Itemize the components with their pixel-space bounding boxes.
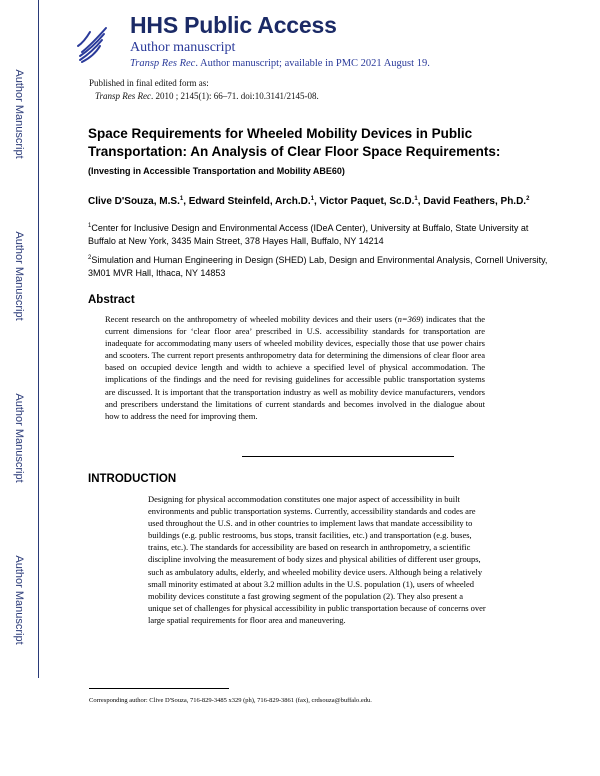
- footnote-divider: [89, 688, 229, 689]
- abstract-heading: Abstract: [88, 294, 135, 306]
- introduction-heading: INTRODUCTION: [88, 473, 177, 485]
- published-form-info: Published in final edited form as: Transp Res Rec. 2010 ; 2145(1): 66–71. doi:10.3141/2145-08.: [89, 78, 319, 101]
- hhs-eagle-logo-icon: [76, 22, 110, 64]
- hhs-public-access-title: HHS Public Access: [130, 12, 337, 38]
- side-label-author-manuscript: Author Manuscript: [13, 393, 25, 483]
- side-label-author-manuscript: Author Manuscript: [13, 555, 25, 645]
- side-label-author-manuscript: Author Manuscript: [13, 69, 25, 159]
- abstract-divider: [242, 456, 454, 457]
- author-name: Edward Steinfeld, Arch.D.: [188, 196, 311, 207]
- introduction-text: Designing for physical accommodation constitutes one major aspect of accessibility in built environments and public transportation systems. Currently, accessibility standards and codes are used throughout the U.S. and in other countries to implement laws that mandate accessibility to buildings (e.g. public restrooms, bus stops, transit facilities, etc.) and transportation (e.g. buses, trains, etc.). The standards for accessibility are based on research in anthropometry, a scientific discipline involving the measurement of body sizes and physical abilities of different user groups, such as ambulatory adults, elderly, and wheeled mobility device users. Although being a relatively small minority estimated at about 3.2 million adults in the U.S. population (1), users of wheeled mobility devices constitute a fast growing segment of the population (2). They also present a unique set of challenges for physical accessibility in public transportation because of concerns over large spatial requirements for floor area and maneuvering.: [148, 494, 486, 625]
- manuscript-availability: Transp Res Rec. Author manuscript; available in PMC 2021 August 19.: [130, 58, 430, 69]
- margin-rule: [38, 0, 39, 678]
- author-name: David Feathers, Ph.D.: [423, 196, 527, 207]
- author-name: Victor Paquet, Sc.D.: [319, 196, 415, 207]
- side-label-author-manuscript: Author Manuscript: [13, 231, 25, 321]
- author-name: Clive D'Souza, M.S.: [88, 196, 180, 207]
- article-subtitle: (Investing in Accessible Transportation and Mobility ABE60): [88, 166, 345, 176]
- author-list: Clive D'Souza, M.S.$^1$, Edward Steinfeld, Arch.D.$^1$, Victor Paquet, Sc.D.$^1$, David Feathers, Ph.D.$^2$: [88, 196, 530, 207]
- affiliation: $^1$Center for Inclusive Design and Environmental Access (IDeA Center), University at Buffalo, State University at Buffalo at New York, 3435 Main Street, 378 Hayes Hall, Buffalo, NY 14214: [88, 223, 529, 246]
- author-manuscript-label: Author manuscript: [130, 40, 236, 55]
- article-title: Space Requirements for Wheeled Mobility Devices in Public Transportation: An Analysis of Clear Floor Space Requirements:: [88, 126, 501, 159]
- corresponding-author-footnote: Corresponding author: Clive D'Souza, 716-829-3485 x329 (ph), 716-829-3861 (fax), crdsouza@buffalo.edu.: [89, 697, 372, 704]
- abstract-text: Recent research on the anthropometry of wheeled mobility devices and their users (n=369) indicates that the current dimensions for ‘clear floor area’ prescribed in U.S. accessibility standards for transportation are inadequate for accommodating many users of wheeled mobility devices, especially those that use power chairs and scooters. The current report presents anthropometry data for determining the dimensions of clear floor area based on occupied device length and width to achieve a specified level of physical accommodation. The implications of the findings and the need for revising guidelines for accessible public transportation systems are discussed. It is important that the transportation industry as well as mobility device manufacturers, vendors and prescribers understand the limitations of current standards and becomes involved in the dialogue about how to address the need for improving them.: [105, 314, 485, 421]
- affiliation: $^2$Simulation and Human Engineering in Design (SHED) Lab, Design and Environmental Analysis, Cornell University, 3M01 MVR Hall, Ithaca, NY 14853: [88, 255, 548, 278]
